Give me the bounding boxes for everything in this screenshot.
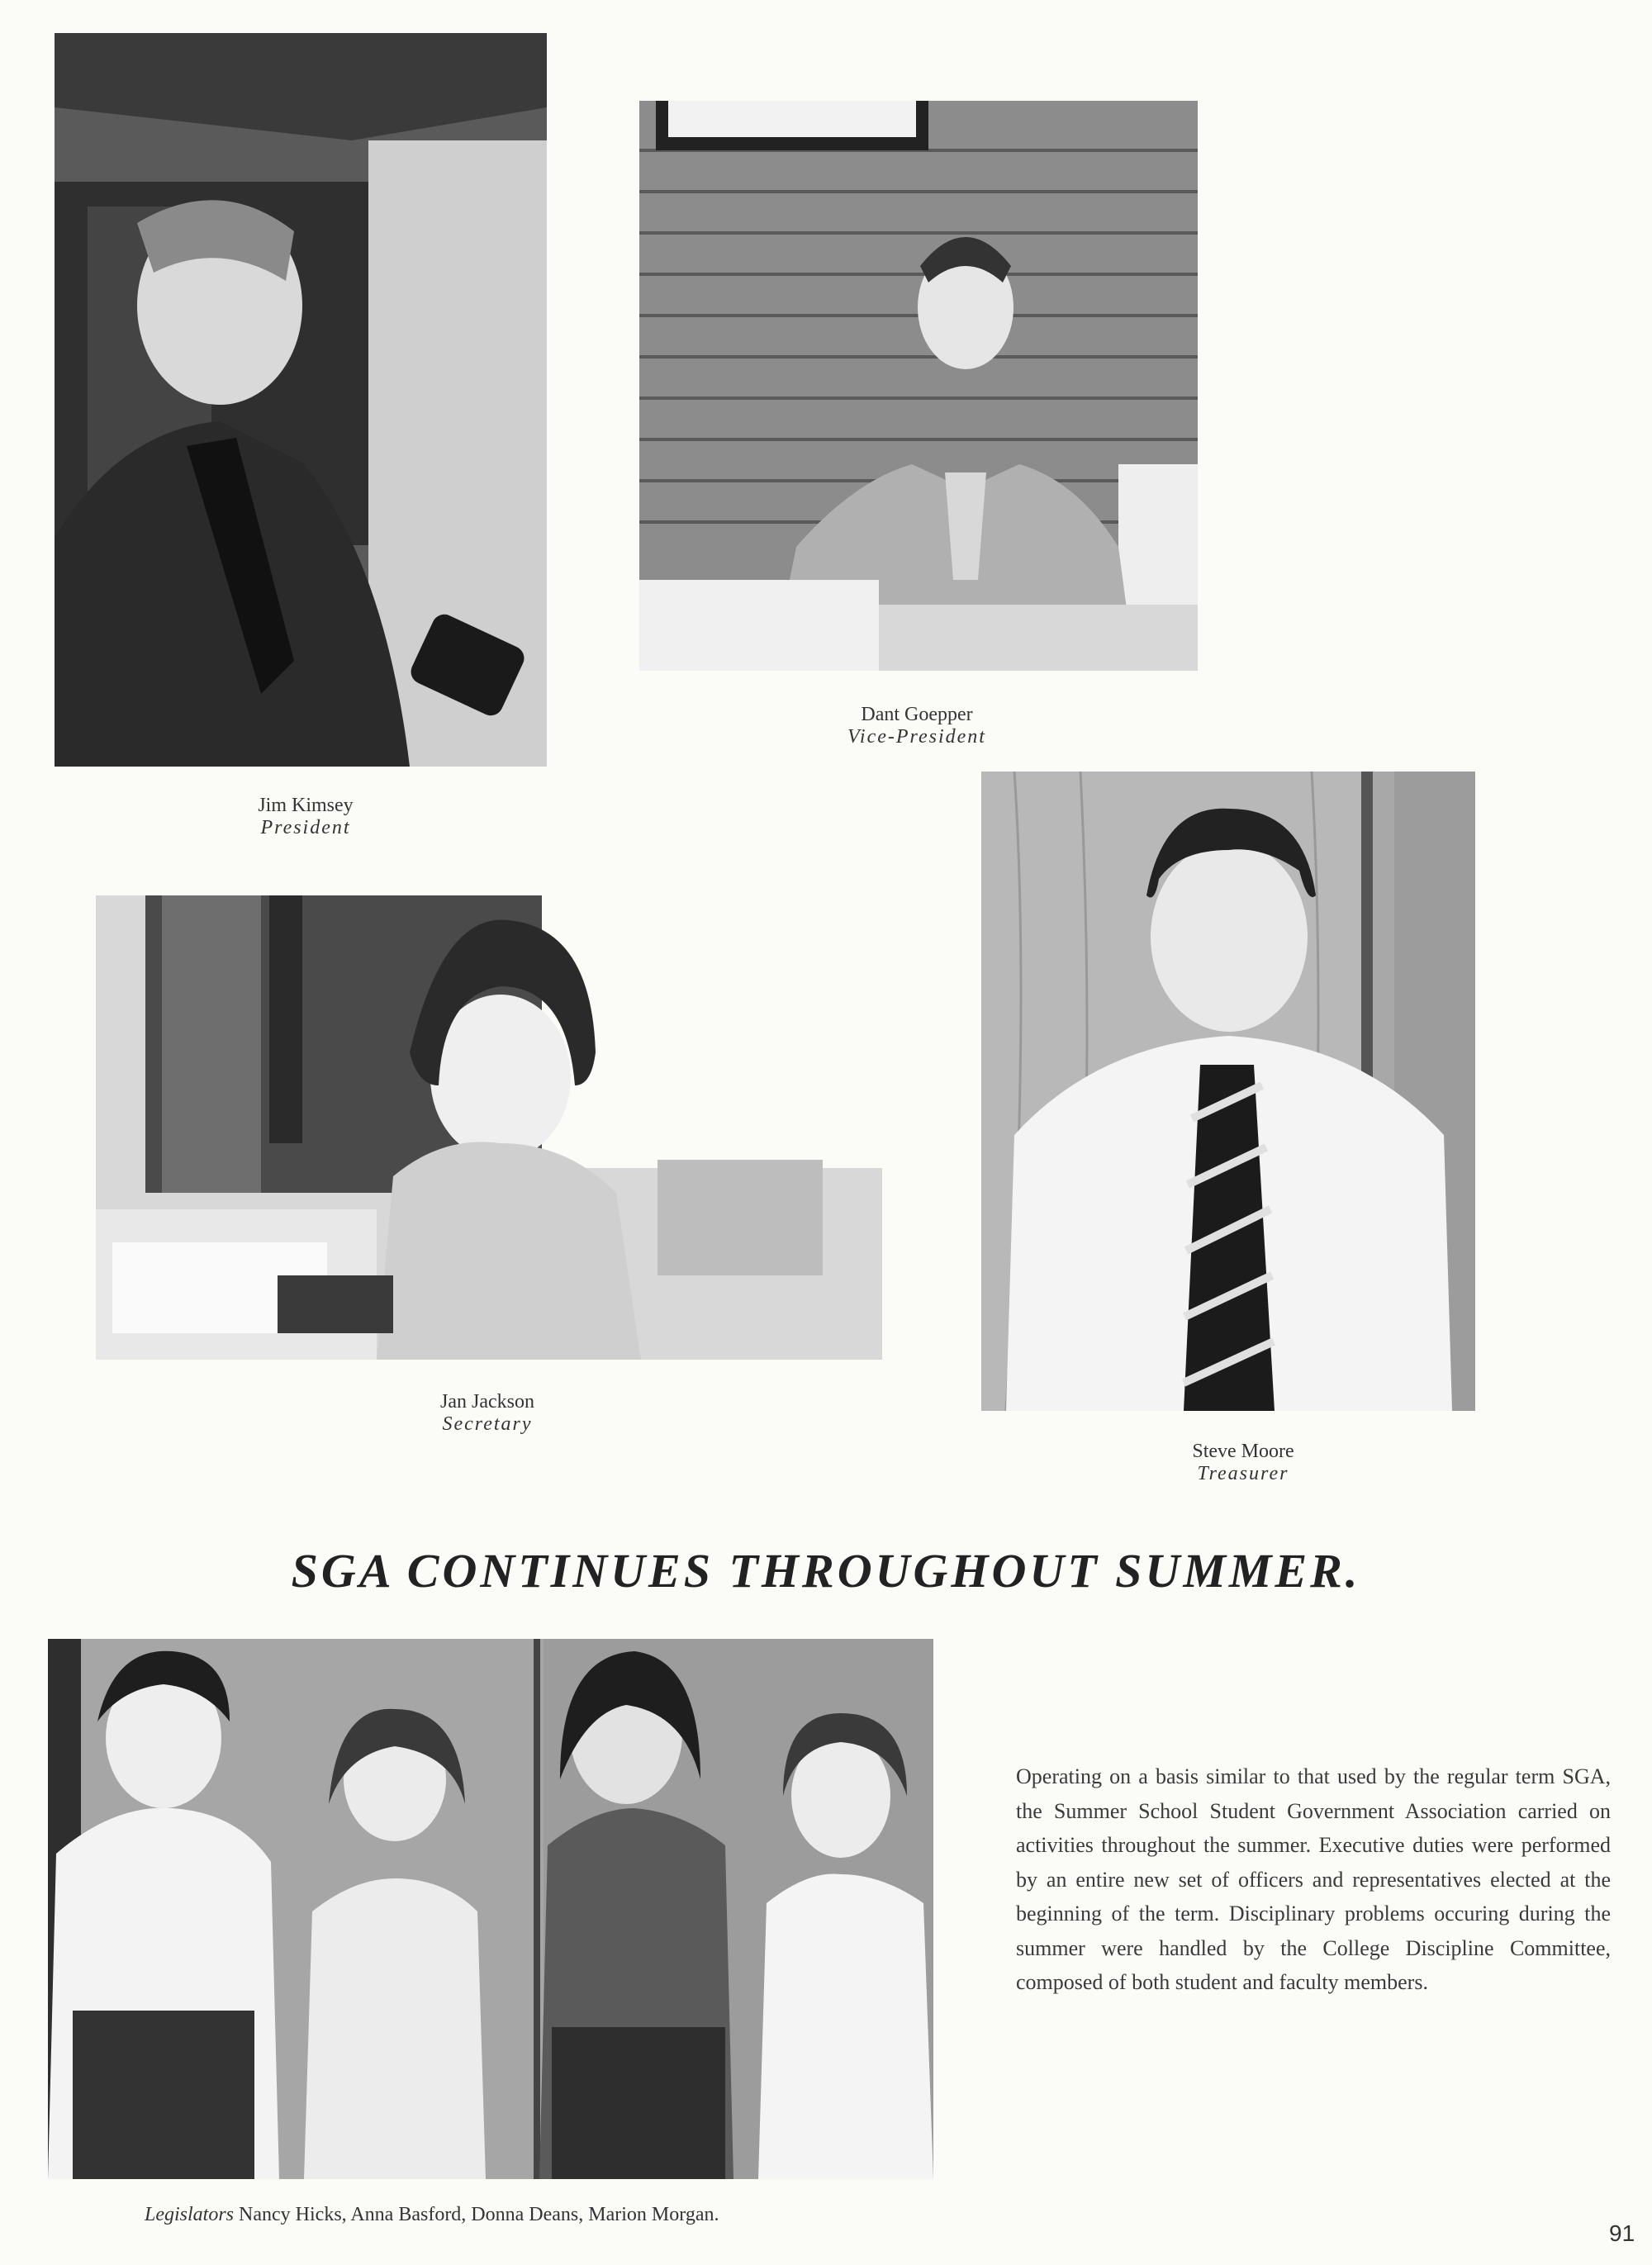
officer-name: Jan Jackson [440, 1391, 534, 1413]
officer-name: Steve Moore [1192, 1441, 1294, 1462]
officer-title: Treasurer [1197, 1463, 1289, 1484]
page-heading: SGA CONTINUES THROUGHOUT SUMMER. [291, 1544, 1361, 1598]
caption-names: Nancy Hicks, Anna Basford, Donna Deans, Marion Morgan. [239, 2204, 719, 2225]
caption-lead: Legislators [145, 2204, 235, 2225]
officer-name: Dant Goepper [861, 704, 973, 725]
president-photo [55, 33, 547, 767]
page-number: 91 [1609, 2220, 1635, 2246]
officer-name: Jim Kimsey [258, 795, 354, 816]
secretary-caption [363, 1391, 611, 1436]
president-caption [165, 795, 446, 839]
article-body: Operating on a basis similar to that used by the regular term SGA, the Summer School Student Government Association carried on activities throughout the summer. Executive duties were performed by an entire new set of officers and representatives elected at the beginning of the term. Disciplinary problems occuring during the summer were handled by the College Discipline Committee, composed of both student and faculty members. [1016, 1764, 1611, 1994]
officer-title: Vice-President [847, 726, 986, 748]
legislators-photo [48, 1639, 933, 2179]
secretary-photo [96, 895, 882, 1360]
treasurer-caption [1119, 1441, 1367, 1485]
vice-president-caption [793, 704, 1041, 748]
officer-title: Secretary [442, 1413, 533, 1435]
treasurer-photo [981, 772, 1475, 1411]
vice-president-photo [639, 101, 1198, 671]
legislators-caption [145, 2204, 719, 2226]
officer-title: President [260, 817, 351, 838]
